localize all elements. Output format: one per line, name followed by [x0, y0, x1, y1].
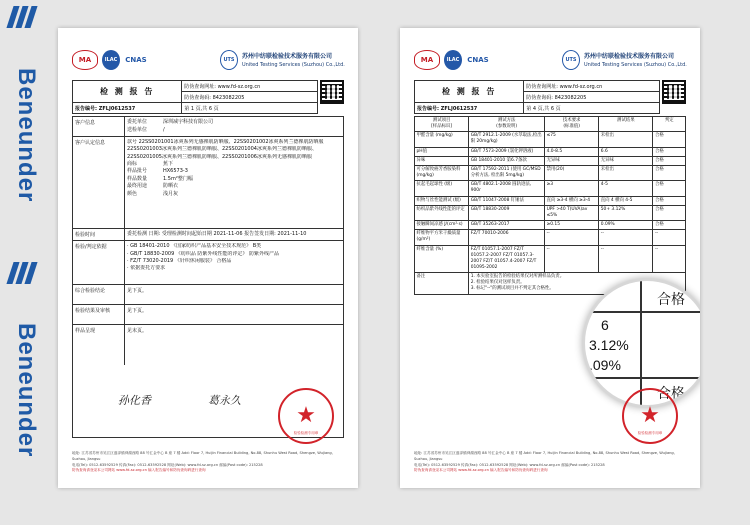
field-value: 防晒衣: [163, 183, 179, 190]
cell-result: 直向 4 横向 4-5: [599, 196, 653, 205]
field-label: 委托单位: [127, 119, 148, 125]
report-title: 检 测 报 告: [73, 81, 182, 103]
page-number: 第 1 页,共 6 页: [182, 103, 318, 114]
cell-result: 6.6: [599, 147, 653, 156]
remark: 见下页。: [127, 308, 148, 315]
table-row: [415, 156, 686, 165]
cell-req: ≤75: [545, 132, 599, 147]
cell-result: --: [599, 230, 653, 245]
client-info: [125, 117, 343, 136]
report-number: 报告编号: ZFLJ0612537: [73, 103, 182, 114]
standards-list: [125, 241, 343, 284]
table-row: [415, 205, 686, 220]
cell-req: --: [545, 230, 599, 245]
brand-name: Beneunder: [13, 322, 40, 458]
brand-name: Beneunder: [13, 67, 40, 203]
qr-code-icon: [662, 80, 686, 104]
cell-req: 禁用(20): [545, 165, 599, 180]
report-page-4: [400, 28, 700, 488]
magnified-value: 6: [601, 317, 609, 333]
cell-item: 纤维物平方米干燥质量 (g/m²): [415, 230, 469, 245]
client-field: [127, 119, 341, 127]
photo-note: 见末页。: [127, 328, 148, 335]
org-name-cn: 苏州中纺联检验技术服务有限公司: [242, 53, 333, 60]
cell-req: 无异味: [545, 156, 599, 165]
table-row: [415, 221, 686, 230]
cell-result: 0.09%: [599, 221, 653, 230]
sample-field: [127, 176, 341, 184]
cma-logo-icon: MA: [414, 50, 440, 70]
sample-field: [127, 161, 341, 169]
field-value: HX6573-3: [163, 168, 188, 175]
cell-method: GB 18401-2010 第6.7条款: [469, 156, 545, 165]
table-row: [415, 165, 686, 180]
magnified-verdict: 合格: [657, 385, 685, 401]
anti-fake-code: 防伪查询码: 8423082205: [524, 92, 660, 103]
field-label: 商标: [127, 160, 138, 167]
signature-2: 葛永久: [208, 394, 241, 407]
cell-method: GB/T 2912.1-2009 (水萃取法,检出限 20mg/kg): [469, 132, 545, 147]
brand-stripes-icon: [10, 262, 40, 284]
cnas-logo-icon: CNAS: [125, 56, 147, 64]
cell-item: 异味: [415, 156, 469, 165]
note-item: 3. 标记"--"的测试项目并不判定其合格性。: [470, 286, 554, 292]
sample-info: [125, 137, 343, 228]
cell-item: 可分解致癌芳香胺染料 (mg/kg): [415, 165, 469, 180]
organization: [584, 51, 700, 68]
field-value: 深圳减宇科技有限公司: [163, 119, 214, 125]
cell-req: UPF >40 T(UVA)av ≤5%: [545, 205, 599, 220]
cell-verdict: --: [653, 230, 686, 245]
report-title: 检 测 报 告: [415, 81, 524, 103]
sample-style-line: 22SS0201003冰爽系列兰德裸肌防晒服、22SS0201004冰爽系列兰德裸肌防晒服、: [127, 146, 317, 153]
magnified-value: .09%: [589, 357, 621, 373]
test-period-row: 检验时间 委托检测 日期: 受理检测时间起始日期 2021-11-06 报告签发日期: 2021-11-10: [73, 229, 343, 241]
uts-logo-icon: UTS: [562, 50, 580, 70]
org-name-en: United Testing Services (Suzhou) Co.,Ltd.: [242, 62, 345, 68]
uts-logo-icon: UTS: [220, 50, 238, 70]
org-name-cn: 苏州中纺联检验技术服务有限公司: [584, 53, 675, 60]
official-seal-icon: ★ 检验检测专用章: [622, 388, 678, 444]
ilac-logo-icon: ILAC: [102, 50, 120, 70]
cell-verdict: 合格: [653, 165, 686, 180]
report-header: [414, 50, 686, 72]
brand-stripes-icon: [10, 6, 40, 28]
column-header: 测试结果: [599, 117, 653, 132]
note-item: 1. 本实验室报告的检验结果仅对所测样品负责。: [470, 274, 565, 280]
cell-method: GB/T 17592-2011 (使用 GC/MSD 分析方法, 检出限 5mg/kg): [469, 165, 545, 180]
sample-field: [127, 183, 341, 191]
cell-result: 无异味: [599, 156, 653, 165]
sample-style-line: 款号 22SS0201001冰爽系列无感裸肌防晒服、22SS0201002冰爽系列兰德裸肌防晒服: [127, 139, 324, 145]
field-value: 浅月灰: [163, 190, 179, 197]
org-name-en: United Testing Services (Suzhou) Co.,Ltd.: [584, 62, 687, 68]
results-table: [414, 116, 686, 295]
conclusion-row: 综合检验结论 见下页。: [73, 285, 343, 305]
standards-row: 检验/判定依据 · GB 18401-2010 《国家纺织产品基本安全技术规范》 B类 · GB/T 18830-2009 《纺织品 防紫外线性能的评定》 防紫外线产品 · FZ/T 73020-2019 《针织休闲服装》 合格品 · 依据委托方要求: [73, 241, 343, 285]
field-value: /: [163, 126, 165, 133]
cell-method: GB/T 7573-2009 (氯化钾溶液): [469, 147, 545, 156]
cell-verdict: 合格: [653, 205, 686, 220]
cell-method: FZ/T 01057.1-2007 FZ/T 01057.2-2007 FZ/T 01057.3-2007 FZ/T 01057.4-2007 FZ/T 01095-2002: [469, 245, 545, 273]
report-meta-table: [72, 80, 318, 114]
anti-fake-url: 防伪查询网址: www.fd-sz.org.cn: [182, 81, 318, 92]
cell-verdict: 合格: [653, 196, 686, 205]
conclusion: 见下页。: [127, 288, 148, 295]
note-item: 2. 检验结果仅对送样负责。: [470, 280, 525, 286]
table-row: [415, 181, 686, 196]
cell-item: 织物与丝性能测试 (级): [415, 196, 469, 205]
cell-verdict: 合格: [653, 221, 686, 230]
cell-req: --: [545, 245, 599, 273]
cnas-logo-icon: CNAS: [467, 56, 489, 64]
client-info-row: 客户信息 委托单位 深圳减宇科技有限公司 送检单位 /: [73, 117, 343, 137]
column-header: 判定: [653, 117, 686, 132]
remark-row: 检验结果及审核 见下页。: [73, 305, 343, 325]
cell-result: 4-5: [599, 181, 653, 196]
sample-field: [127, 191, 341, 199]
field-label: 最终用途: [127, 183, 148, 190]
magnified-verdict: 合格: [657, 291, 685, 307]
anti-fake-code: 防伪查询码: 8423082205: [182, 92, 318, 103]
cell-result: 未检出: [599, 132, 653, 147]
cell-method: GB/T 35263-2017: [469, 221, 545, 230]
report-page-1: [58, 28, 358, 488]
cell-item: pH值: [415, 147, 469, 156]
page-number: 第 4 页,共 6 页: [524, 103, 660, 114]
cell-method: GB/T 4802.1-2008 圆轨迹法, 900r: [469, 181, 545, 196]
cell-method: FZ/T 70010-2006: [469, 230, 545, 245]
column-header: 技术要求 (标准值): [545, 117, 599, 132]
cell-req: ≥3: [545, 181, 599, 196]
cell-verdict: 合格: [653, 147, 686, 156]
standard-item: · GB 18401-2010 《国家纺织产品基本安全技术规范》 B类: [127, 243, 262, 250]
field-value: 蕉下: [163, 160, 174, 167]
cell-req: ≥0.15: [545, 221, 599, 230]
cell-result: 50+ 3.12%: [599, 205, 653, 220]
report-meta-table: [414, 80, 660, 114]
qr-code-icon: [320, 80, 344, 104]
field-label: 样品数量: [127, 175, 148, 182]
test-period: 委托检测 日期: 受理检测时间起始日期 2021-11-06 报告签发日期: 2021-11-10: [127, 231, 307, 237]
standard-item: · GB/T 18830-2009 《纺织品 防紫外线性能的评定》 防紫外线产品: [127, 250, 280, 257]
cell-verdict: --: [653, 245, 686, 273]
cell-verdict: 合格: [653, 132, 686, 147]
magnified-value: 3.12%: [589, 337, 629, 353]
anti-fake-url: 防伪查询网址: www.fd-sz.org.cn: [524, 81, 660, 92]
standard-item: · FZ/T 73020-2019 《针织休闲服装》 合格品: [127, 257, 232, 264]
cell-method: GB/T 18830-2009: [469, 205, 545, 220]
cell-req: 直向 ≥3-4 横向 ≥3-4: [545, 196, 599, 205]
cell-item: 甲醛含量 (mg/kg): [415, 132, 469, 147]
report-number: 报告编号: ZFLJ0612537: [415, 103, 524, 114]
sample-info-row: 客户认定信息 款号 22SS0201001冰爽系列无感裸肌防晒服、22SS0201002冰爽系列兰德裸肌防晒服 22SS0201003冰爽系列兰德裸肌防晒服、22SS0201004冰爽系列兰德裸肌防晒服、 22SS0201005冰爽系列兰德裸肌防晒服、22SS0201006冰爽系列无感裸肌防晒服 商标 蕉下 样品批号 HX6573-3 样品数量 1.5m²整门幅 最终用途 防晒衣 颜色 浅月灰: [73, 137, 343, 229]
client-field: [127, 127, 341, 135]
table-row: [415, 132, 686, 147]
official-seal-icon: ★ 检验检测专用章: [278, 388, 334, 444]
cell-item: 纤维含量 (%): [415, 245, 469, 273]
report-header: [72, 50, 344, 72]
column-header: 测试方法 (参数说明): [469, 117, 545, 132]
field-value: 1.5m²整门幅: [163, 175, 193, 182]
notes-label: 备注: [415, 273, 469, 294]
photo-row: 样品呈现 见末页。: [73, 325, 343, 365]
cell-verdict: 合格: [653, 156, 686, 165]
cell-req: 4.0-8.5: [545, 147, 599, 156]
ilac-logo-icon: ILAC: [444, 50, 462, 70]
table-row: [415, 230, 686, 245]
field-label: 颜色: [127, 190, 138, 197]
column-header: 测试项目 [样品标识]: [415, 117, 469, 132]
table-row: [415, 245, 686, 273]
cma-logo-icon: MA: [72, 50, 98, 70]
field-label: 送检单位: [127, 126, 148, 133]
sample-style-line: 22SS0201005冰爽系列兰德裸肌防晒服、22SS0201006冰爽系列无感裸肌防晒服: [127, 153, 312, 160]
cell-result: --: [599, 245, 653, 273]
brand-sidebar: [0, 0, 56, 525]
footer: 地址: 江苏省苏州市吴江区盛泽镇舜湖西路 88 号汇金中心 B 座 7 楼 Add: Floor 7, Huijin Financial Building, No.88, Shunhu West Road, Shengze, Wujiang, Suzhou, Jiangsu 电话(Tel): 0512-63592529 传真(Fax): 0512-63592528 网址(Web): www.fd-sz.org.cn 邮编(Post code): 215228 防伪查询请登录本公司网站 www.fd-sz.org.cn 输入报告编号和防伪查询码进行查询: [72, 451, 333, 473]
signature-1: 孙化香: [118, 394, 151, 407]
cell-result: 未检出: [599, 165, 653, 180]
table-row: [415, 147, 686, 156]
cell-item: 抗起毛起球性 (级): [415, 181, 469, 196]
footer: 地址: 江苏省苏州市吴江区盛泽镇舜湖西路 88 号汇金中心 B 座 7 楼 Add: Floor 7, Huijin Financial Building, No.88, Shunhu West Road, Shengze, Wujiang, Suzhou, Jiangsu 电话(Tel): 0512-63592529 传真(Fax): 0512-63592528 网址(Web): www.fd-sz.org.cn 邮编(Post code): 215228 防伪查询请登录本公司网站 www.fd-sz.org.cn 输入报告编号和防伪查询码进行查询: [414, 451, 675, 473]
table-row: [415, 196, 686, 205]
sample-field: [127, 168, 341, 176]
cell-verdict: 合格: [653, 181, 686, 196]
cell-item: 纺织品紫外线性能的评定: [415, 205, 469, 220]
standard-item: · 依据委托方要求: [127, 265, 166, 271]
cell-method: GB/T 11047-2008 钉锤法: [469, 196, 545, 205]
cell-item: 接触瞬间凉感 J/(cm²·s): [415, 221, 469, 230]
field-label: 样品批号: [127, 168, 148, 175]
organization: [242, 51, 358, 68]
